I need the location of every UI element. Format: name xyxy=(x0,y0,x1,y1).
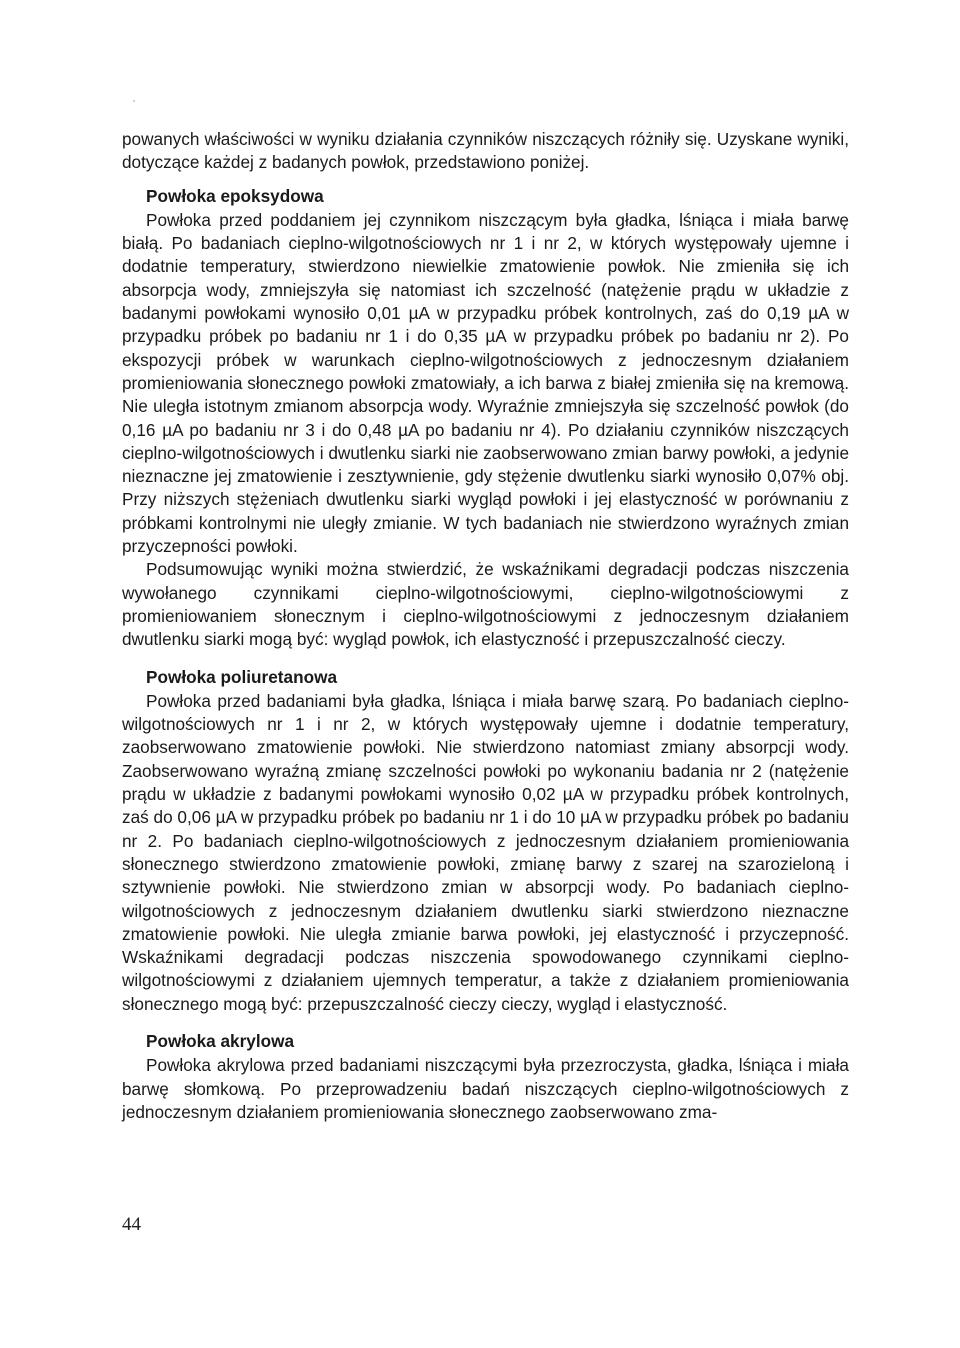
epoxy-paragraph-1: Powłoka przed poddaniem jej czynnikom niszczącym była gładka, lśniąca i miała barwę białą. Po badaniach cieplno-wilgotnościowych nr 1 i nr 2, w których występowały ujemne i dodatnie temperatury, stwierdzono niewielkie zmatowienie powłok. Nie zmieniła się ich absorpcja wody, zmniejszyła się natomiast ich szczelność (natężenie prądu w układzie z badanymi powłokami wynosiło 0,01 µA w przypadku próbek kontrolnych, zaś do 0,19 µA w przypadku próbek po badaniu nr 1 i do 0,35 µA w przypadku próbek po badaniu nr 2). Po ekspozycji próbek w warunkach cieplno-wilgotnościowych z jednoczesnym działaniem promieniowania słonecznego powłoki zmatowiały, a ich barwa z białej zmieniła się na kremową. Nie uległa istotnym zmianom absorpcja wody. Wyraźnie zmniejszyła się szczelność powłok (do 0,16 µA po badaniu nr 3 i do 0,48 µA po badaniu nr 4). Po działaniu czynników niszczących cieplno-wilgotnościowych i dwutlenku siarki nie zaobserwowano zmian barwy powłoki, a jedynie nieznaczne jej zmatowienie i zesztywnienie, gdy stężenie dwutlenku siarki wynosiło 0,07% obj. Przy niższych stężeniach dwutlenku siarki wygląd powłoki i jej elastyczność w porównaniu z próbkami kontrolnymi nie uległy zmianie. W tych badaniach nie stwierdzono wyraźnych zmian przyczepności powłoki. xyxy=(122,209,850,557)
epoxy-paragraph-2: Podsumowując wyniki można stwierdzić, że wskaźnikami degradacji podczas niszczenia wywołanego czynnikami cieplno-wilgotnościowymi, cieplno-wilgotnościowymi z promieniowaniem słonecznym i cieplno-wilgotnościowymi z jednoczesnym działaniem dwutlenku siarki mogą być: wygląd powłok, ich elastyczność i przepuszczalność cieczy. xyxy=(122,559,849,650)
scan-speck xyxy=(133,100,135,102)
page-number: 44 xyxy=(122,1214,141,1235)
section-heading-polyurethane: Powłoka poliuretanowa xyxy=(146,666,338,687)
page-body xyxy=(122,128,849,1124)
intro-paragraph: powanych właściwości w wyniku działania czynników niszczących różniły się. Uzyskane wyniki, dotyczące każdej z badanych powłok, przedstawiono poniżej. xyxy=(122,129,849,173)
polyurethane-paragraph-1: Powłoka przed badaniami była gładka, lśniąca i miała barwę szarą. Po badaniach cieplno-wilgotnościowych nr 1 i nr 2, w których występowały ujemne i dodatnie temperatury, zaobserwowano zmatowienie powłoki. Nie stwierdzono natomiast zmiany absorpcji wody. Zaobserwowano wyraźną zmianę szczelności powłoki po wykonaniu badania nr 2 (natężenie prądu w układzie z badanymi powłokami wynosiło 0,02 µA w przypadku próbek kontrolnych, zaś do 0,06 µA w przypadku próbek po badaniu nr 1 i do 10 µA w przypadku próbek po badaniu nr 2. Po badaniach cieplno-wilgotnościowych z jednoczesnym działaniem promieniowania słonecznego stwierdzono zmatowienie powłoki, zmianę barwy z szarej na szarozieloną i sztywnienie powłoki. Nie stwierdzono zmian w absorpcji wody. Po badaniach cieplno-wilgotnościowych z jednoczesnym działaniem dwutlenku siarki stwierdzono nieznaczne zmatowienie powłoki. Nie uległa zmianie barwa powłoki, jej elastyczność i przyczepność. Wskaźnikami degradacji podczas niszczenia spowodowanego czynnikami cieplno-wilgotnościowymi z działaniem ujemnych temperatur, a także z działaniem promieniowania słonecznego mogą być: przepuszczalność cieczy cieczy, wygląd i elastyczność. xyxy=(122,690,849,1014)
section-heading-epoxy: Powłoka epoksydowa xyxy=(146,185,324,206)
section-heading-acrylic: Powłoka akrylowa xyxy=(146,1030,295,1051)
acrylic-paragraph-1: Powłoka akrylowa przed badaniami niszczącymi była przezroczysta, gładka, lśniąca i miała barwę słomkową. Po przeprowadzeniu badań niszczących cieplno-wilgotnościowych z jednoczesnym działaniem promieniowania słonecznego zaobserwowano zma- xyxy=(122,1055,849,1122)
